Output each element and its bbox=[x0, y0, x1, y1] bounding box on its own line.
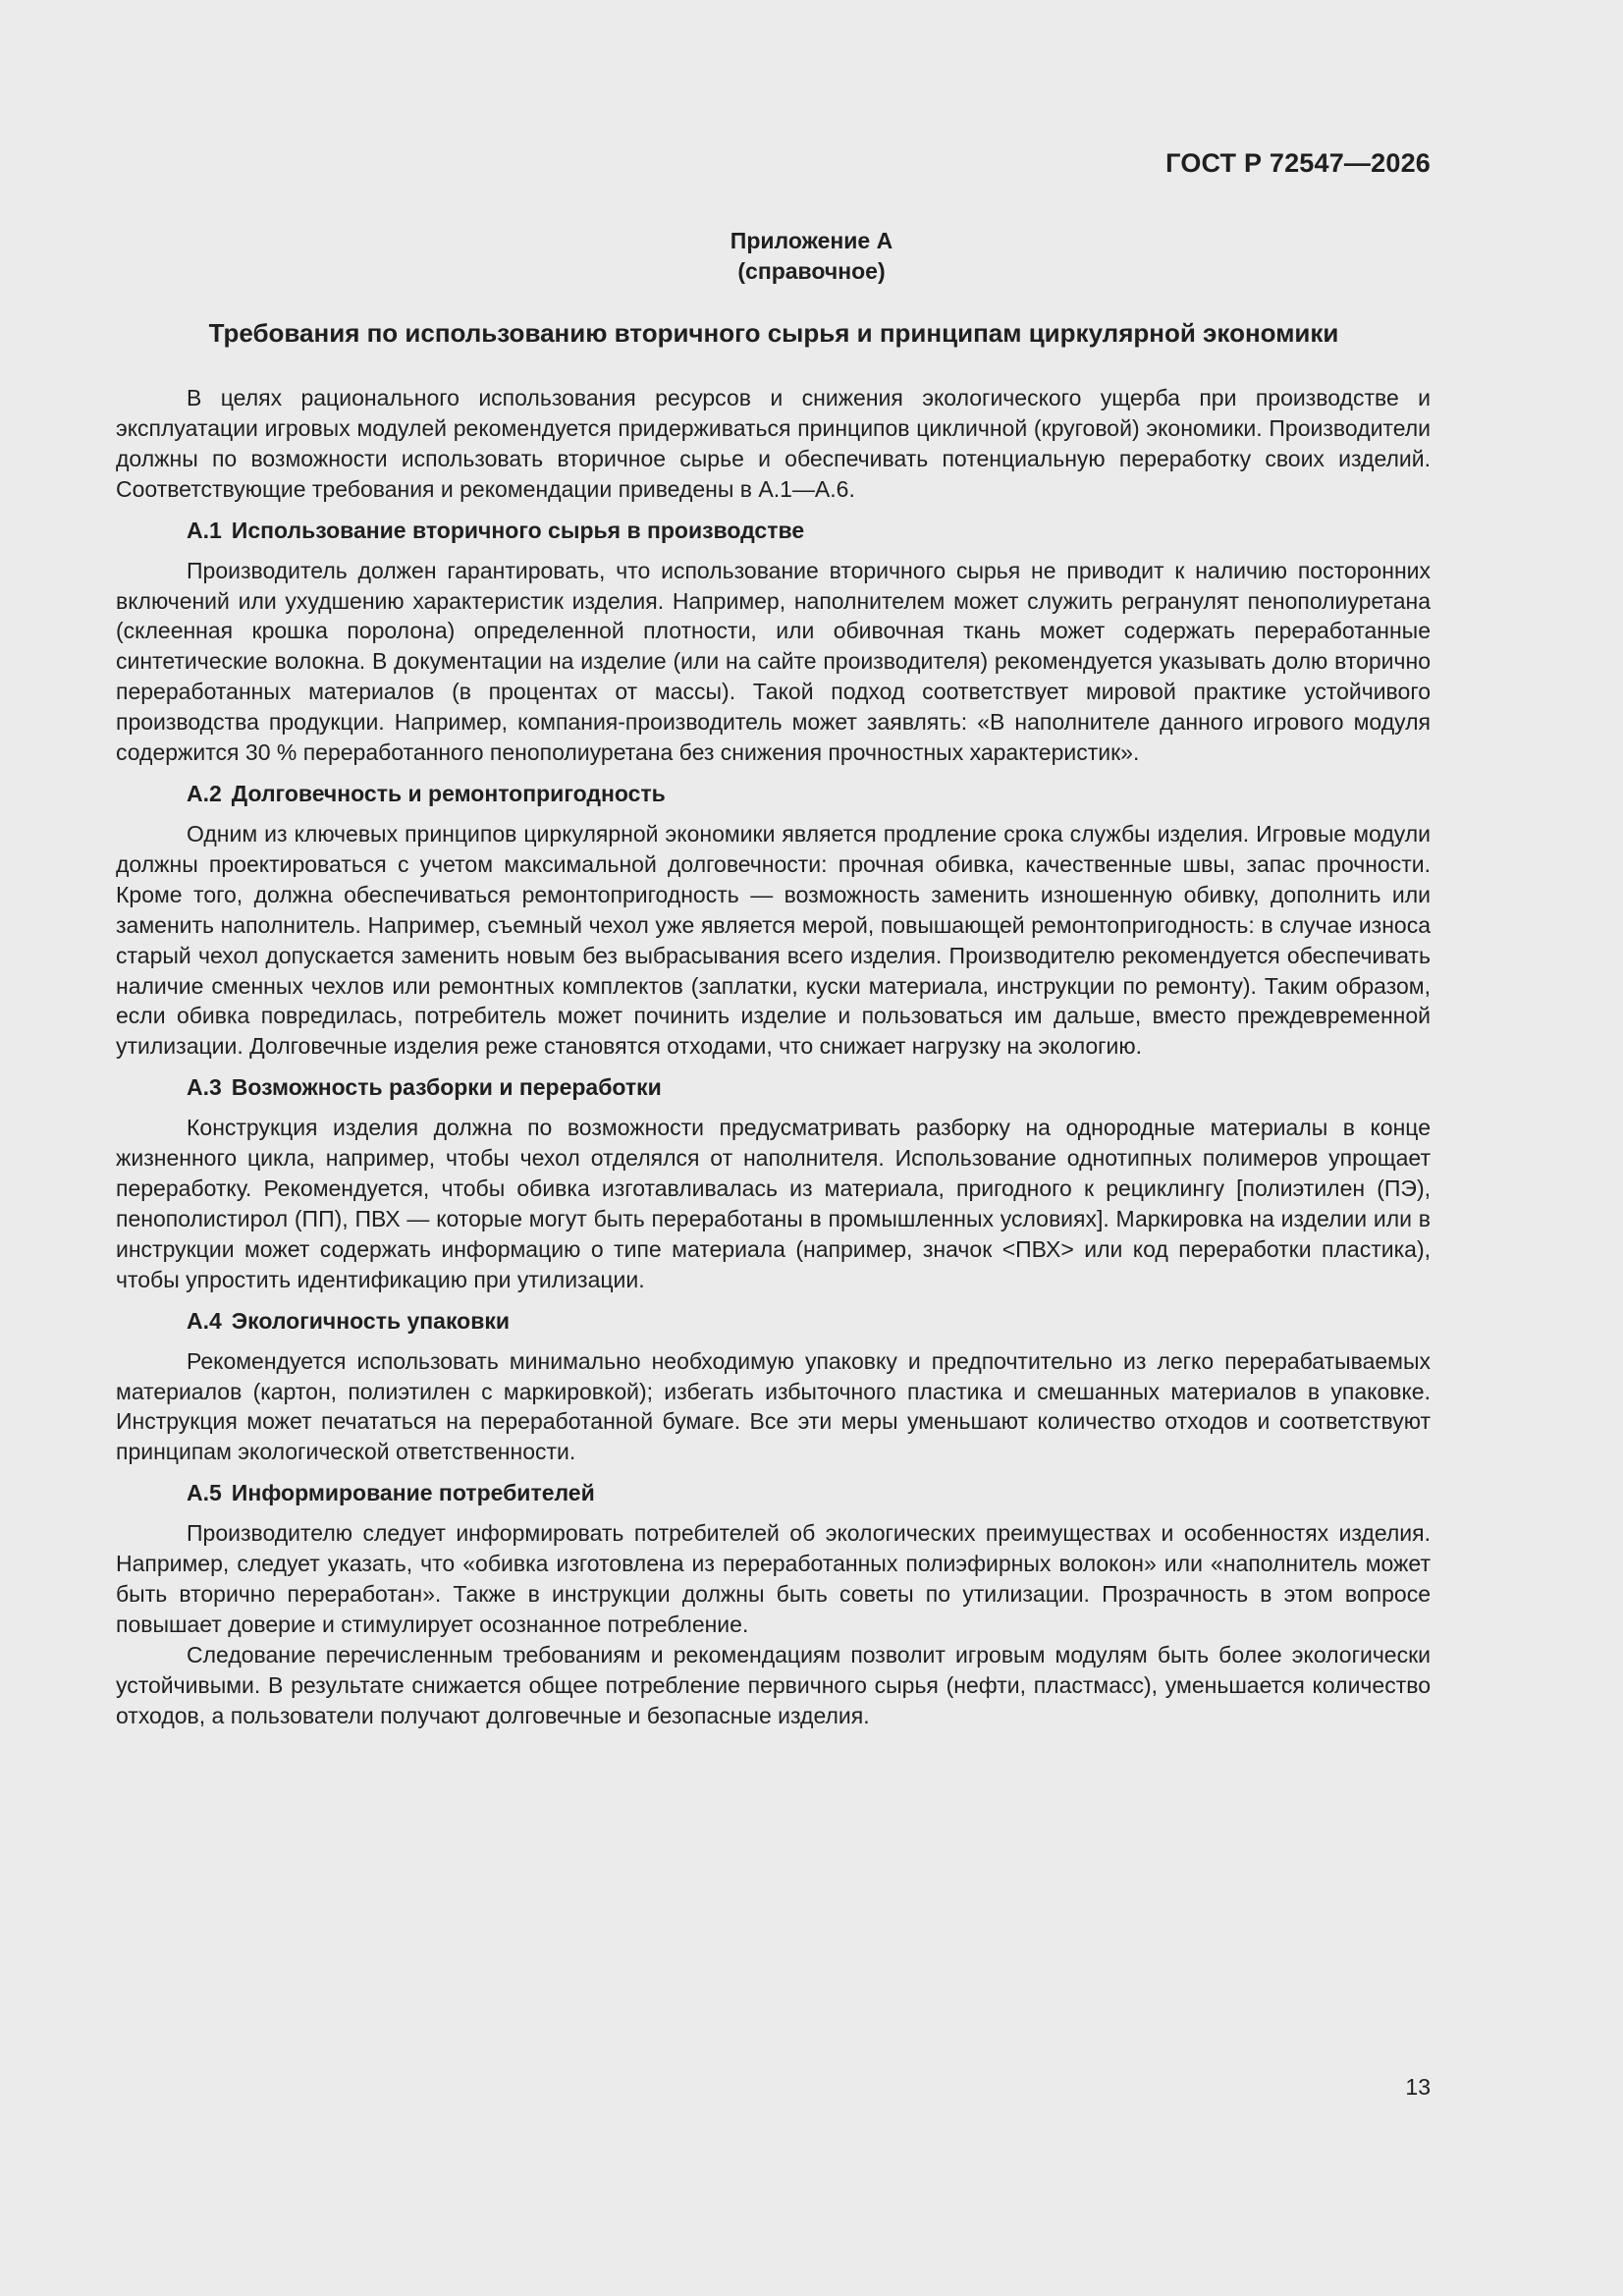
section-paragraph: Рекомендуется использовать минимально необходимую упаковку и предпочтительно из легко перерабатываемых материалов (картон, полиэтилен с маркировкой); избегать избыточного пластика и смешанных материалов в упаковке. Инструкция может печататься на переработанной бумаге. Все эти меры уменьшают количество отходов и соответствуют принципам экологической ответственности. bbox=[116, 1347, 1431, 1465]
section-paragraph: Производителю следует информировать потребителей об экологических преимуществах и особенностях изделия. Например, следует указать, что «обивка изготовлена из переработанных полиэфирных волокон» или «наполнитель может быть вторично переработан». Также в инструкции должны быть советы по утилизации. Прозрачность в этом вопросе повышает доверие и стимулирует осознанное потребление. bbox=[116, 1520, 1431, 1637]
annex-label: Приложение А bbox=[730, 228, 893, 253]
conclusion-paragraph: Следование перечисленным требованиям и рекомендациям позволит игровым модулям быть более экологически устойчивыми. В результате снижается общее потребление первичного сырья (нефти, пластмасс), уменьшается количество отходов, а пользователи получают долговечные и безопасные изделия. bbox=[116, 1641, 1431, 1728]
section-title: Экологичность упаковки bbox=[231, 1307, 511, 1334]
annex-title: Требования по использованию вторичного сырья и принципам циркулярной экономики bbox=[208, 318, 1339, 348]
page-number: 13 bbox=[1405, 2074, 1431, 2100]
section-title: Долговечность и ремонтопригодность bbox=[231, 780, 666, 806]
section-title: Информирование потребителей bbox=[231, 1480, 595, 1506]
section-paragraph: Одним из ключевых принципов циркулярной экономики является продление срока службы изделия. Игровые модули должны проектироваться с учетом максимальной долговечности: прочная обивка, качественные швы, запас прочности. Кроме того, должна обеспечиваться ремонтопригодность — возможность заменить изношенную обивку, дополнить или заменить наполнитель. Например, съемный чехол уже является мерой, повышающей ремонтопригодность: в случае износа старый чехол допускается заменить новым без выбрасывания всего изделия. Производителю рекомендуется обеспечивать наличие сменных чехлов или ремонтных комплектов (заплатки, куски материала, инструкции по ремонту). Таким образом, если обивка повредилась, потребитель может починить изделие и пользоваться им дальше, вместо преждевременной утилизации. Долговечные изделия реже становятся отходами, что снижает нагрузку на экологию. bbox=[116, 820, 1431, 1060]
intro-paragraph: В целях рационального использования ресурсов и снижения экологического ущерба при производстве и эксплуатации игровых модулей рекомендуется придерживаться принципов цикличной (круговой) экономики. Производители должны по возможности использовать вторичное сырье и обеспечивать потенциальную переработку своих изделий. Соответствующие требования и рекомендации приведены в А.1—А.6. bbox=[116, 385, 1431, 502]
document-code: ГОСТ Р 72547—2026 bbox=[1165, 148, 1431, 178]
section-heading bbox=[187, 779, 1431, 808]
section-number: А.3 bbox=[187, 1074, 222, 1101]
section-number: А.2 bbox=[187, 780, 222, 806]
section-heading bbox=[187, 1072, 1431, 1102]
section-number: А.5 bbox=[187, 1480, 222, 1506]
section-title: Использование вторичного сырья в производстве bbox=[231, 517, 805, 543]
section-paragraph: Конструкция изделия должна по возможности предусматривать разборку на однородные материалы в конце жизненного цикла, например, чтобы чехол отделялся от наполнителя. Использование однотипных полимеров упрощает переработку. Рекомендуется, чтобы обивка изготавливалась из материала, пригодного к рециклингу [полиэтилен (ПЭ), пенополистирол (ПП), ПВХ — которые могут быть переработаны в промышленных условиях]. Маркировка на изделии или в инструкции может содержать информацию о типе материала (например, значок <ПВХ> или код переработки пластика), чтобы упростить идентификацию при утилизации. bbox=[116, 1115, 1431, 1292]
annex-heading bbox=[0, 226, 1623, 287]
section-number: А.1 bbox=[187, 517, 222, 543]
section-heading bbox=[187, 1306, 1431, 1336]
document-body bbox=[116, 383, 1431, 1731]
section-heading bbox=[187, 1478, 1431, 1507]
section-title: Возможность разборки и переработки bbox=[231, 1074, 662, 1101]
section-paragraph: Производитель должен гарантировать, что использование вторичного сырья не приводит к наличию посторонних включений или ухудшению характеристик изделия. Например, наполнителем может служить регранулят пенополиуретана (склеенная крошка поролона) определенной плотности, или обивочная ткань может содержать переработанные синтетические волокна. В документации на изделие (или на сайте производителя) рекомендуется указывать долю вторично переработанных материалов (в процентах от массы). Такой подход соответствует мировой практике устойчивого производства продукции. Например, компания-производитель может заявлять: «В наполнителе данного игрового модуля содержится 30 % переработанного пенополиуретана без снижения прочностных характеристик». bbox=[116, 557, 1431, 766]
annex-status: (справочное) bbox=[737, 258, 886, 284]
section-heading bbox=[187, 516, 1431, 545]
section-number: А.4 bbox=[187, 1307, 222, 1334]
